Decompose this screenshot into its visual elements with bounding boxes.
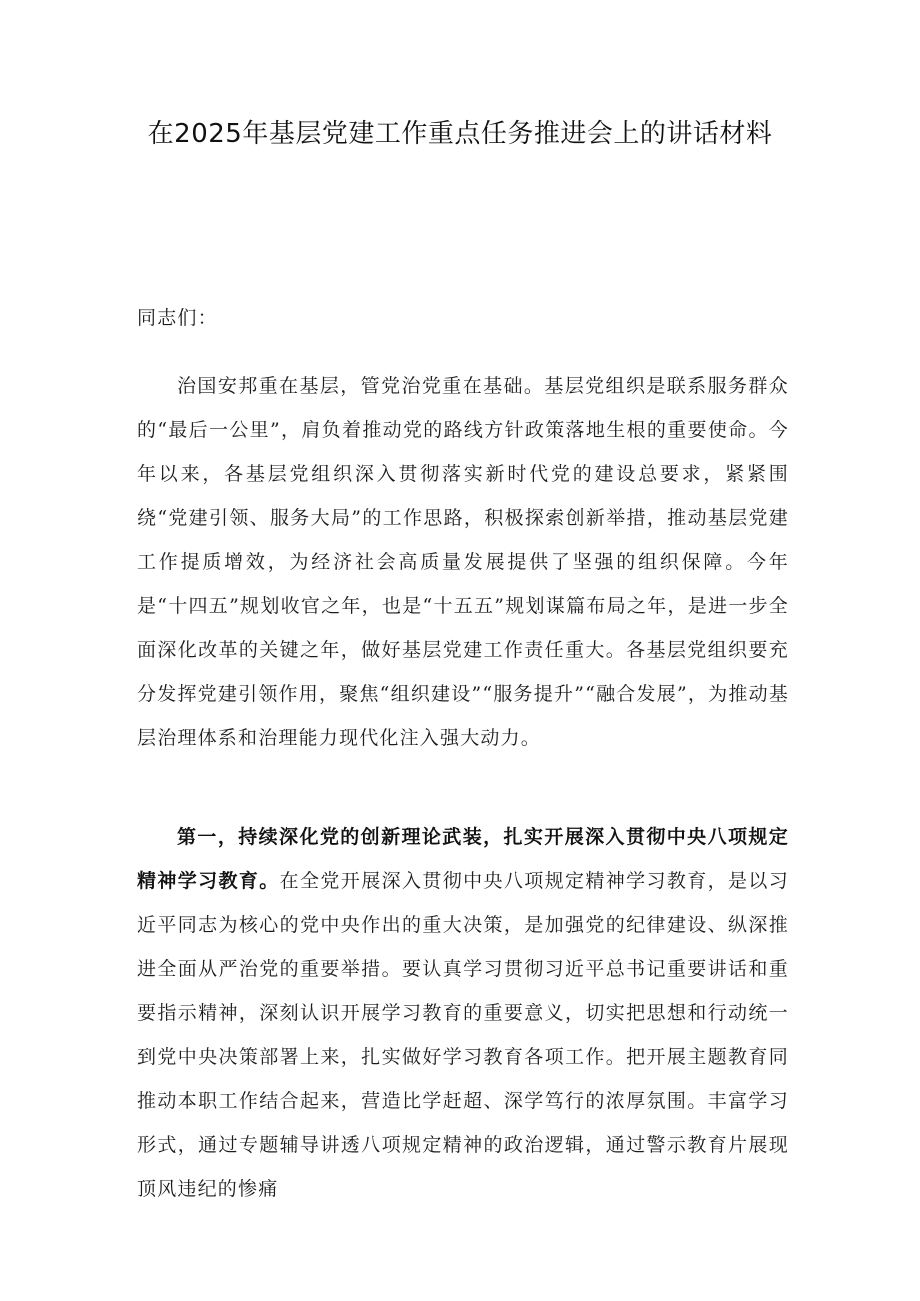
paragraph-intro: 治国安邦重在基层，管党治党重在基础。基层党组织是联系服务群众的“最后一公里”，肩负着推动党的路线方针政策落地生根的重要使命。今年以来，各基层党组织深入贯彻落实新时代党的建设总要求，紧紧围绕“党建引领、服务大局”的工作思路，积极探索创新举措，推动基层党建工作提质增效，为经济社会高质量发展提供了坚强的组织保障。今年是“十四五”规划收官之年，也是“十五五”规划谋篇布局之年，是进一步全面深化改革的关键之年，做好基层党建工作责任重大。各基层党组织要充分发挥党建引领作用，聚焦“组织建设”“服务提升”“融合发展”，为推动基层治理体系和治理能力现代化注入强大动力。 bbox=[137, 375, 789, 749]
document-title: 在2025年基层党建工作重点任务推进会上的讲话材料 bbox=[147, 119, 773, 149]
paragraph-first-point bbox=[137, 815, 789, 1211]
paragraph-first-point-body: 在全党开展深入贯彻中央八项规定精神学习教育，是以习近平同志为核心的党中央作出的重大决策，是加强党的纪律建设、纵深推进全面从严治党的重要举措。要认真学习贯彻习近平总书记重要讲话和重要指示精神，深刻认识开展学习教育的重要意义，切实把思想和行动统一到党中央决策部署上来，扎实做好学习教育各项工作。把开展主题教育同推动本职工作结合起来，营造比学赶超、深学笃行的浓厚氛围。丰富学习形式，通过专题辅导讲透八项规定精神的政治逻辑，通过警示教育片展现顶风违纪的惨痛 bbox=[137, 870, 789, 1200]
greeting-text: 同志们： bbox=[137, 307, 218, 329]
paragraph-first-point-heading: 第一，持续深化党的创新理论武装，扎实开展深入贯彻中央八项规定精神学习教育。 bbox=[137, 826, 789, 892]
